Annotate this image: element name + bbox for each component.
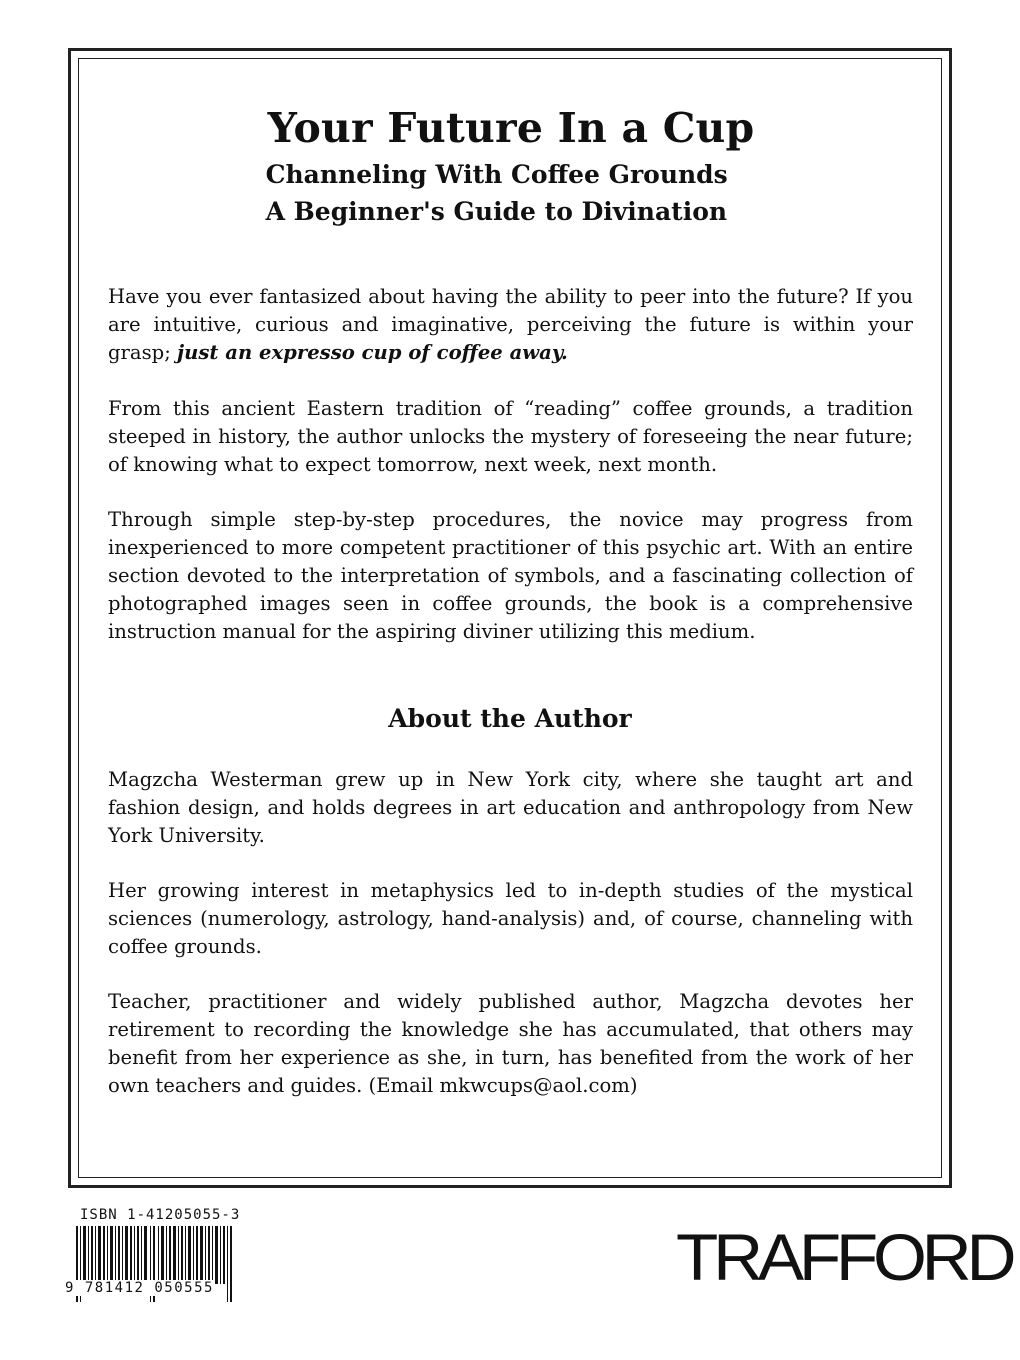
author-paragraph-3: Teacher, practitioner and widely published author, Magzcha devotes her retirement to recording the knowledge she has accumulated, that others may benefit from her experience as she, in turn, has benefited from the work of her own teachers and guides. (Email mkwcups@aol.com) [108, 990, 913, 1097]
blurb-paragraph-1 [108, 283, 913, 367]
blurb-paragraph-2: From this ancient Eastern tradition of “reading” coffee grounds, a tradition steeped in history, the author unlocks the mystery of foreseeing the near future; of knowing what to expect tomorrow, next week, next month. [108, 397, 913, 476]
barcode-digits: 9 781412 050555 [65, 1280, 214, 1296]
publisher-logo: TRAFFORD [676, 1220, 1012, 1294]
blurb-paragraph-3: Through simple step-by-step procedures, the novice may progress from inexperienced to more competent practitioner of this psychic art. With an entire section devoted to the interpretation of symbols, and a fascinating collection of photographed images seen in coffee grounds, the book is a comprehensive instruction manual for the aspiring diviner utilizing this medium. [108, 508, 913, 643]
title-area [0, 100, 1020, 230]
about-author-heading: About the Author [388, 704, 632, 733]
book-subtitle-2: A Beginner's Guide to Divination [265, 197, 728, 226]
author-paragraph-2: Her growing interest in metaphysics led to in-depth studies of the mystical sciences (numerology, astrology, hand-analysis) and, of course, channeling with coffee grounds. [108, 879, 913, 958]
book-title: Your Future In a Cup [267, 104, 755, 152]
book-subtitle-1: Channeling With Coffee Grounds [265, 160, 728, 189]
author-paragraph-1: Magzcha Westerman grew up in New York city, where she taught art and fashion design, and holds degrees in art education and anthropology from New York University. [108, 768, 913, 847]
title-block [266, 100, 755, 230]
blurb-paragraph-1-text: Have you ever fantasized about having the ability to peer into the future? If you are intuitive, curious and imaginative, perceiving the future is within your grasp; [108, 285, 913, 364]
blurb-emphasis: just an expresso cup of coffee away. [177, 341, 568, 364]
isbn-label: ISBN 1-41205055-3 [80, 1207, 241, 1223]
